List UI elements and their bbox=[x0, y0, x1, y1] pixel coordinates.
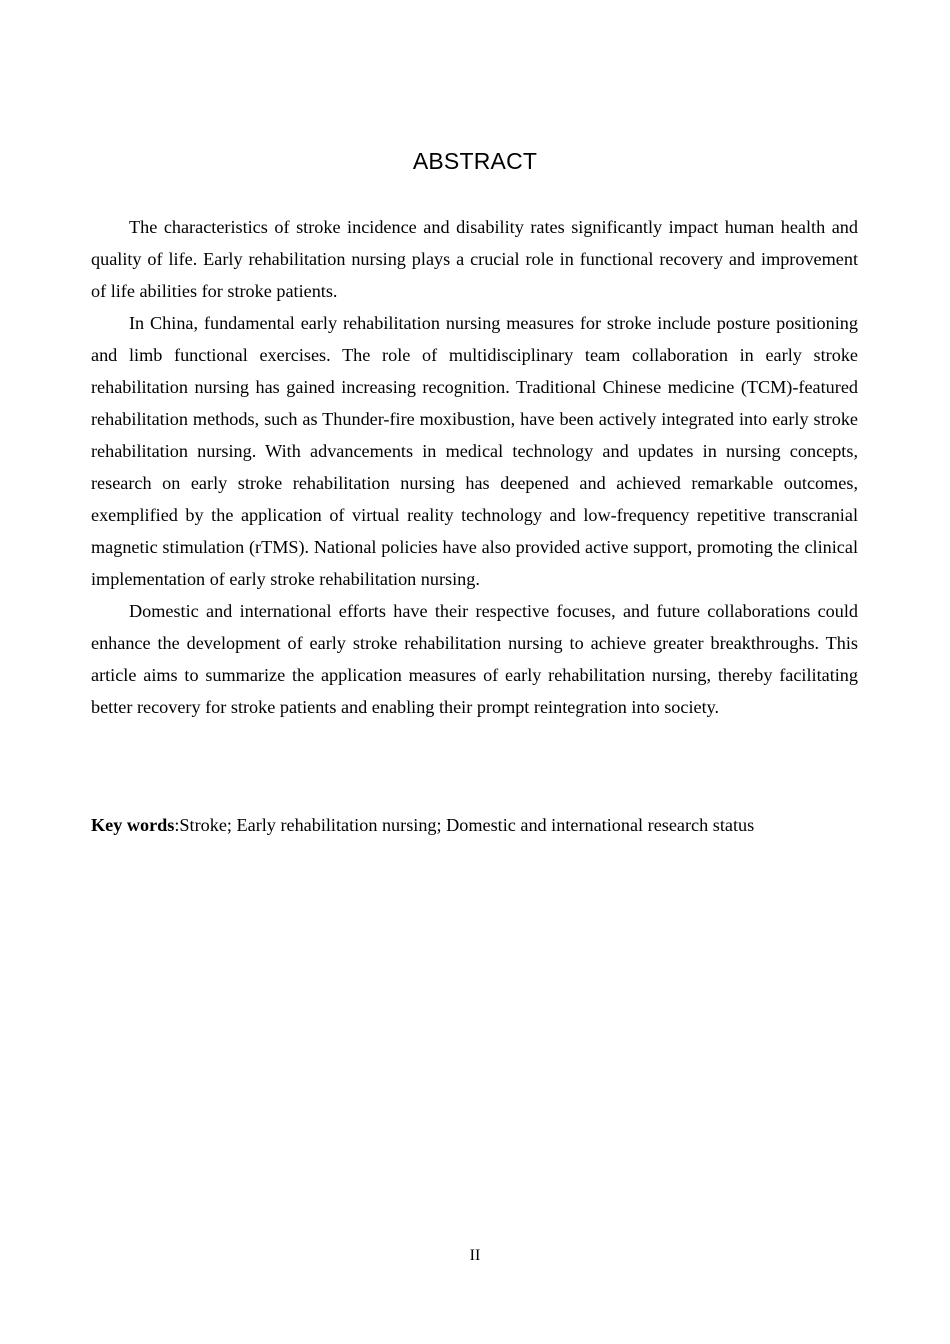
keywords-separator: : bbox=[174, 815, 180, 835]
abstract-paragraph-2: In China, fundamental early rehabilitation nursing measures for stroke include posture positioning and limb functional exercises. The role of multidisciplinary team collaboration in early stroke rehabilitation nursing has gained increasing recognition. Traditional Chinese medicine (TCM)-featured rehabilitation methods, such as Thunder-fire moxibustion, have been actively integrated into early stroke rehabilitation nursing. With advancements in medical technology and updates in nursing concepts, research on early stroke rehabilitation nursing has deepened and achieved remarkable outcomes, exemplified by the application of virtual reality technology and low-frequency repetitive transcranial magnetic stimulation (rTMS). National policies have also provided active support, promoting the clinical implementation of early stroke rehabilitation nursing. bbox=[91, 313, 858, 589]
abstract-body bbox=[91, 211, 858, 723]
abstract-paragraph-1: The characteristics of stroke incidence and disability rates significantly impact human health and quality of life. Early rehabilitation nursing plays a crucial role in functional recovery and improvement of life abilities for stroke patients. bbox=[91, 217, 858, 301]
abstract-title: ABSTRACT bbox=[412, 148, 538, 174]
keywords-label: Key words bbox=[91, 815, 175, 835]
page-number: II bbox=[469, 1247, 481, 1264]
keywords-line bbox=[91, 809, 858, 841]
keywords-text: Stroke; Early rehabilitation nursing; Domestic and international research status bbox=[179, 815, 755, 835]
abstract-paragraph-3: Domestic and international efforts have their respective focuses, and future collaborations could enhance the development of early stroke rehabilitation nursing to achieve greater breakthroughs. This article aims to summarize the application measures of early rehabilitation nursing, thereby facilitating better recovery for stroke patients and enabling their prompt reintegration into society. bbox=[91, 601, 858, 717]
